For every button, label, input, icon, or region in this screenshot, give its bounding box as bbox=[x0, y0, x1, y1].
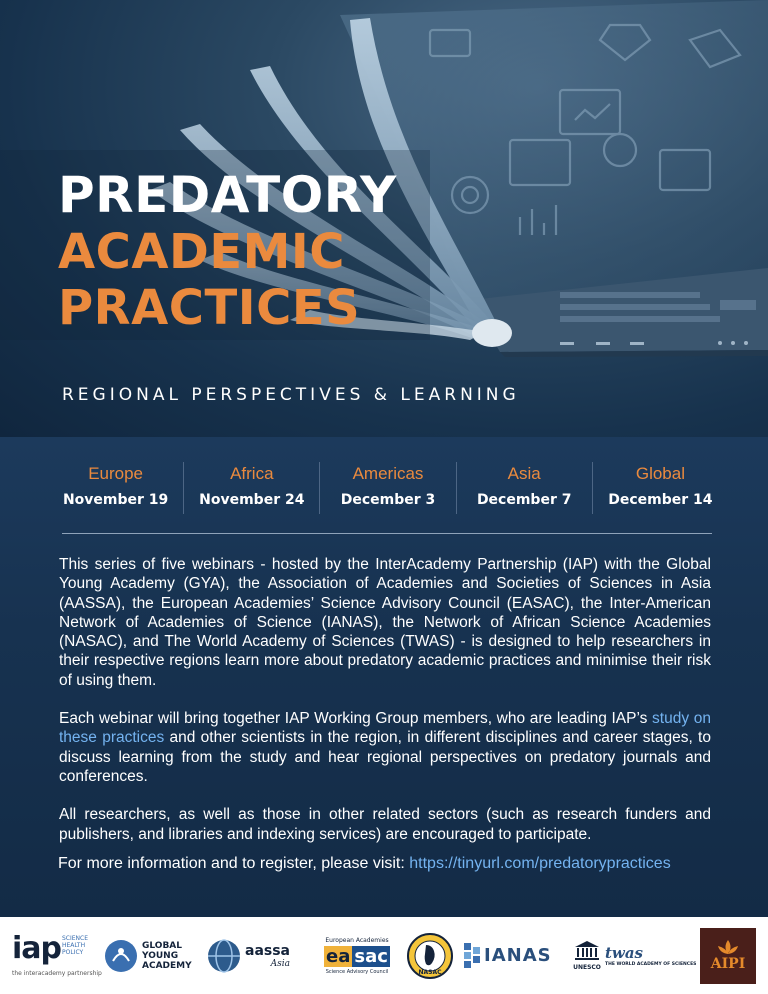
title-line-academic: ACADEMIC bbox=[58, 224, 346, 280]
title-line-predatory: PREDATORY bbox=[58, 166, 397, 224]
schedule-slot-americas bbox=[320, 462, 456, 514]
schedule-region: Americas bbox=[352, 464, 424, 483]
gya-line: YOUNG bbox=[142, 950, 179, 961]
aassa-globe-icon bbox=[207, 939, 241, 973]
twas-logo bbox=[605, 917, 697, 994]
unesco-mark: UNESCO bbox=[573, 964, 601, 971]
unesco-logo bbox=[570, 917, 604, 994]
schedule-date: December 7 bbox=[476, 492, 572, 508]
schedule-slot-africa bbox=[184, 462, 320, 514]
aipi-logo bbox=[700, 917, 756, 994]
iap-logo bbox=[12, 917, 102, 994]
iap-mark: iap bbox=[12, 930, 62, 966]
paragraph-text: and other scientists in the region, in different disciplines and career stages, to discuss learning from the study and hear regional perspectives on predatory journals and conferences. bbox=[59, 729, 711, 785]
subtitle: REGIONAL PERSPECTIVES & LEARNING bbox=[62, 385, 520, 405]
easac-logo bbox=[318, 917, 396, 994]
gya-line: ACADEMY bbox=[142, 960, 192, 971]
schedule-date: December 14 bbox=[608, 492, 713, 508]
title-line-practices: PRACTICES bbox=[58, 280, 361, 336]
registration-label: For more information and to register, please visit: bbox=[58, 855, 410, 872]
twas-line: THE WORLD ACADEMY OF SCIENCES bbox=[605, 962, 697, 967]
aassa-logo bbox=[207, 917, 290, 994]
registration-link[interactable]: https://tinyurl.com/predatorypractices bbox=[409, 855, 671, 872]
webinar-schedule bbox=[48, 462, 728, 514]
schedule-region: Global bbox=[635, 464, 685, 483]
partner-logos bbox=[0, 917, 768, 994]
paragraph-audience: All researchers, as well as those in other related sectors (such as research funders and publishers, and libraries and indexing services) are encouraged to participate. bbox=[59, 806, 711, 843]
paragraph-text: Each webinar will bring together IAP Working Group members, who are leading IAP’s bbox=[59, 710, 653, 728]
ianas-logo bbox=[464, 917, 552, 994]
gya-emblem-icon bbox=[104, 939, 138, 973]
aassa-mark: aassa bbox=[245, 942, 291, 959]
unesco-temple-icon bbox=[574, 940, 600, 960]
divider bbox=[62, 533, 712, 534]
iap-caption: the interacademy partnership bbox=[12, 969, 102, 977]
iap-tagline: SCIENCE HEALTH POLICY bbox=[62, 934, 89, 956]
twas-mark: twas bbox=[605, 944, 644, 962]
aipi-mark: AIPI bbox=[710, 955, 746, 972]
easac-ea: ea bbox=[326, 945, 351, 967]
study-link[interactable]: study on these practices bbox=[59, 710, 711, 747]
easac-sac: sac bbox=[354, 945, 388, 967]
ianas-mark: IANAS bbox=[484, 945, 552, 966]
ianas-emblem-icon bbox=[464, 943, 480, 969]
schedule-slot-asia bbox=[457, 462, 593, 514]
easac-top: European Academies bbox=[325, 936, 389, 944]
gya-line: GLOBAL bbox=[142, 940, 183, 951]
description bbox=[59, 555, 711, 863]
easac-bottom: Science Advisory Council bbox=[325, 968, 389, 975]
schedule-date: December 3 bbox=[340, 492, 436, 508]
paragraph-intro: This series of five webinars - hosted by the InterAcademy Partnership (IAP) with the Global Young Academy (GYA), the Association of Academies and Societies of Sciences in Asia (AASSA), the European Academies’ Science Advisory Council (EASAC), the Inter-American Network of Academies of Science (IANAS), the Network of African Science Academies (NASAC), and The World Academy of Sciences (TWAS) - is designed to help researchers in their respective regions learn more about predatory academic practices and minimise their risk of using them. bbox=[59, 556, 711, 689]
schedule-region: Europe bbox=[88, 464, 144, 483]
hero-banner bbox=[0, 0, 768, 437]
schedule-slot-global bbox=[593, 462, 728, 514]
aipi-lotus-icon bbox=[716, 940, 740, 956]
paragraph-webinars bbox=[59, 709, 711, 786]
schedule-date: November 24 bbox=[199, 492, 305, 508]
schedule-region: Asia bbox=[507, 464, 541, 483]
aassa-script: Asia bbox=[270, 958, 291, 969]
page-title bbox=[58, 166, 397, 336]
schedule-slot-europe bbox=[48, 462, 184, 514]
gya-logo bbox=[104, 917, 192, 994]
nasac-logo bbox=[407, 917, 453, 994]
schedule-date: November 19 bbox=[62, 492, 169, 508]
nasac-mark: NASAC bbox=[418, 968, 442, 976]
registration-info bbox=[58, 855, 671, 873]
schedule-region: Africa bbox=[230, 464, 274, 483]
